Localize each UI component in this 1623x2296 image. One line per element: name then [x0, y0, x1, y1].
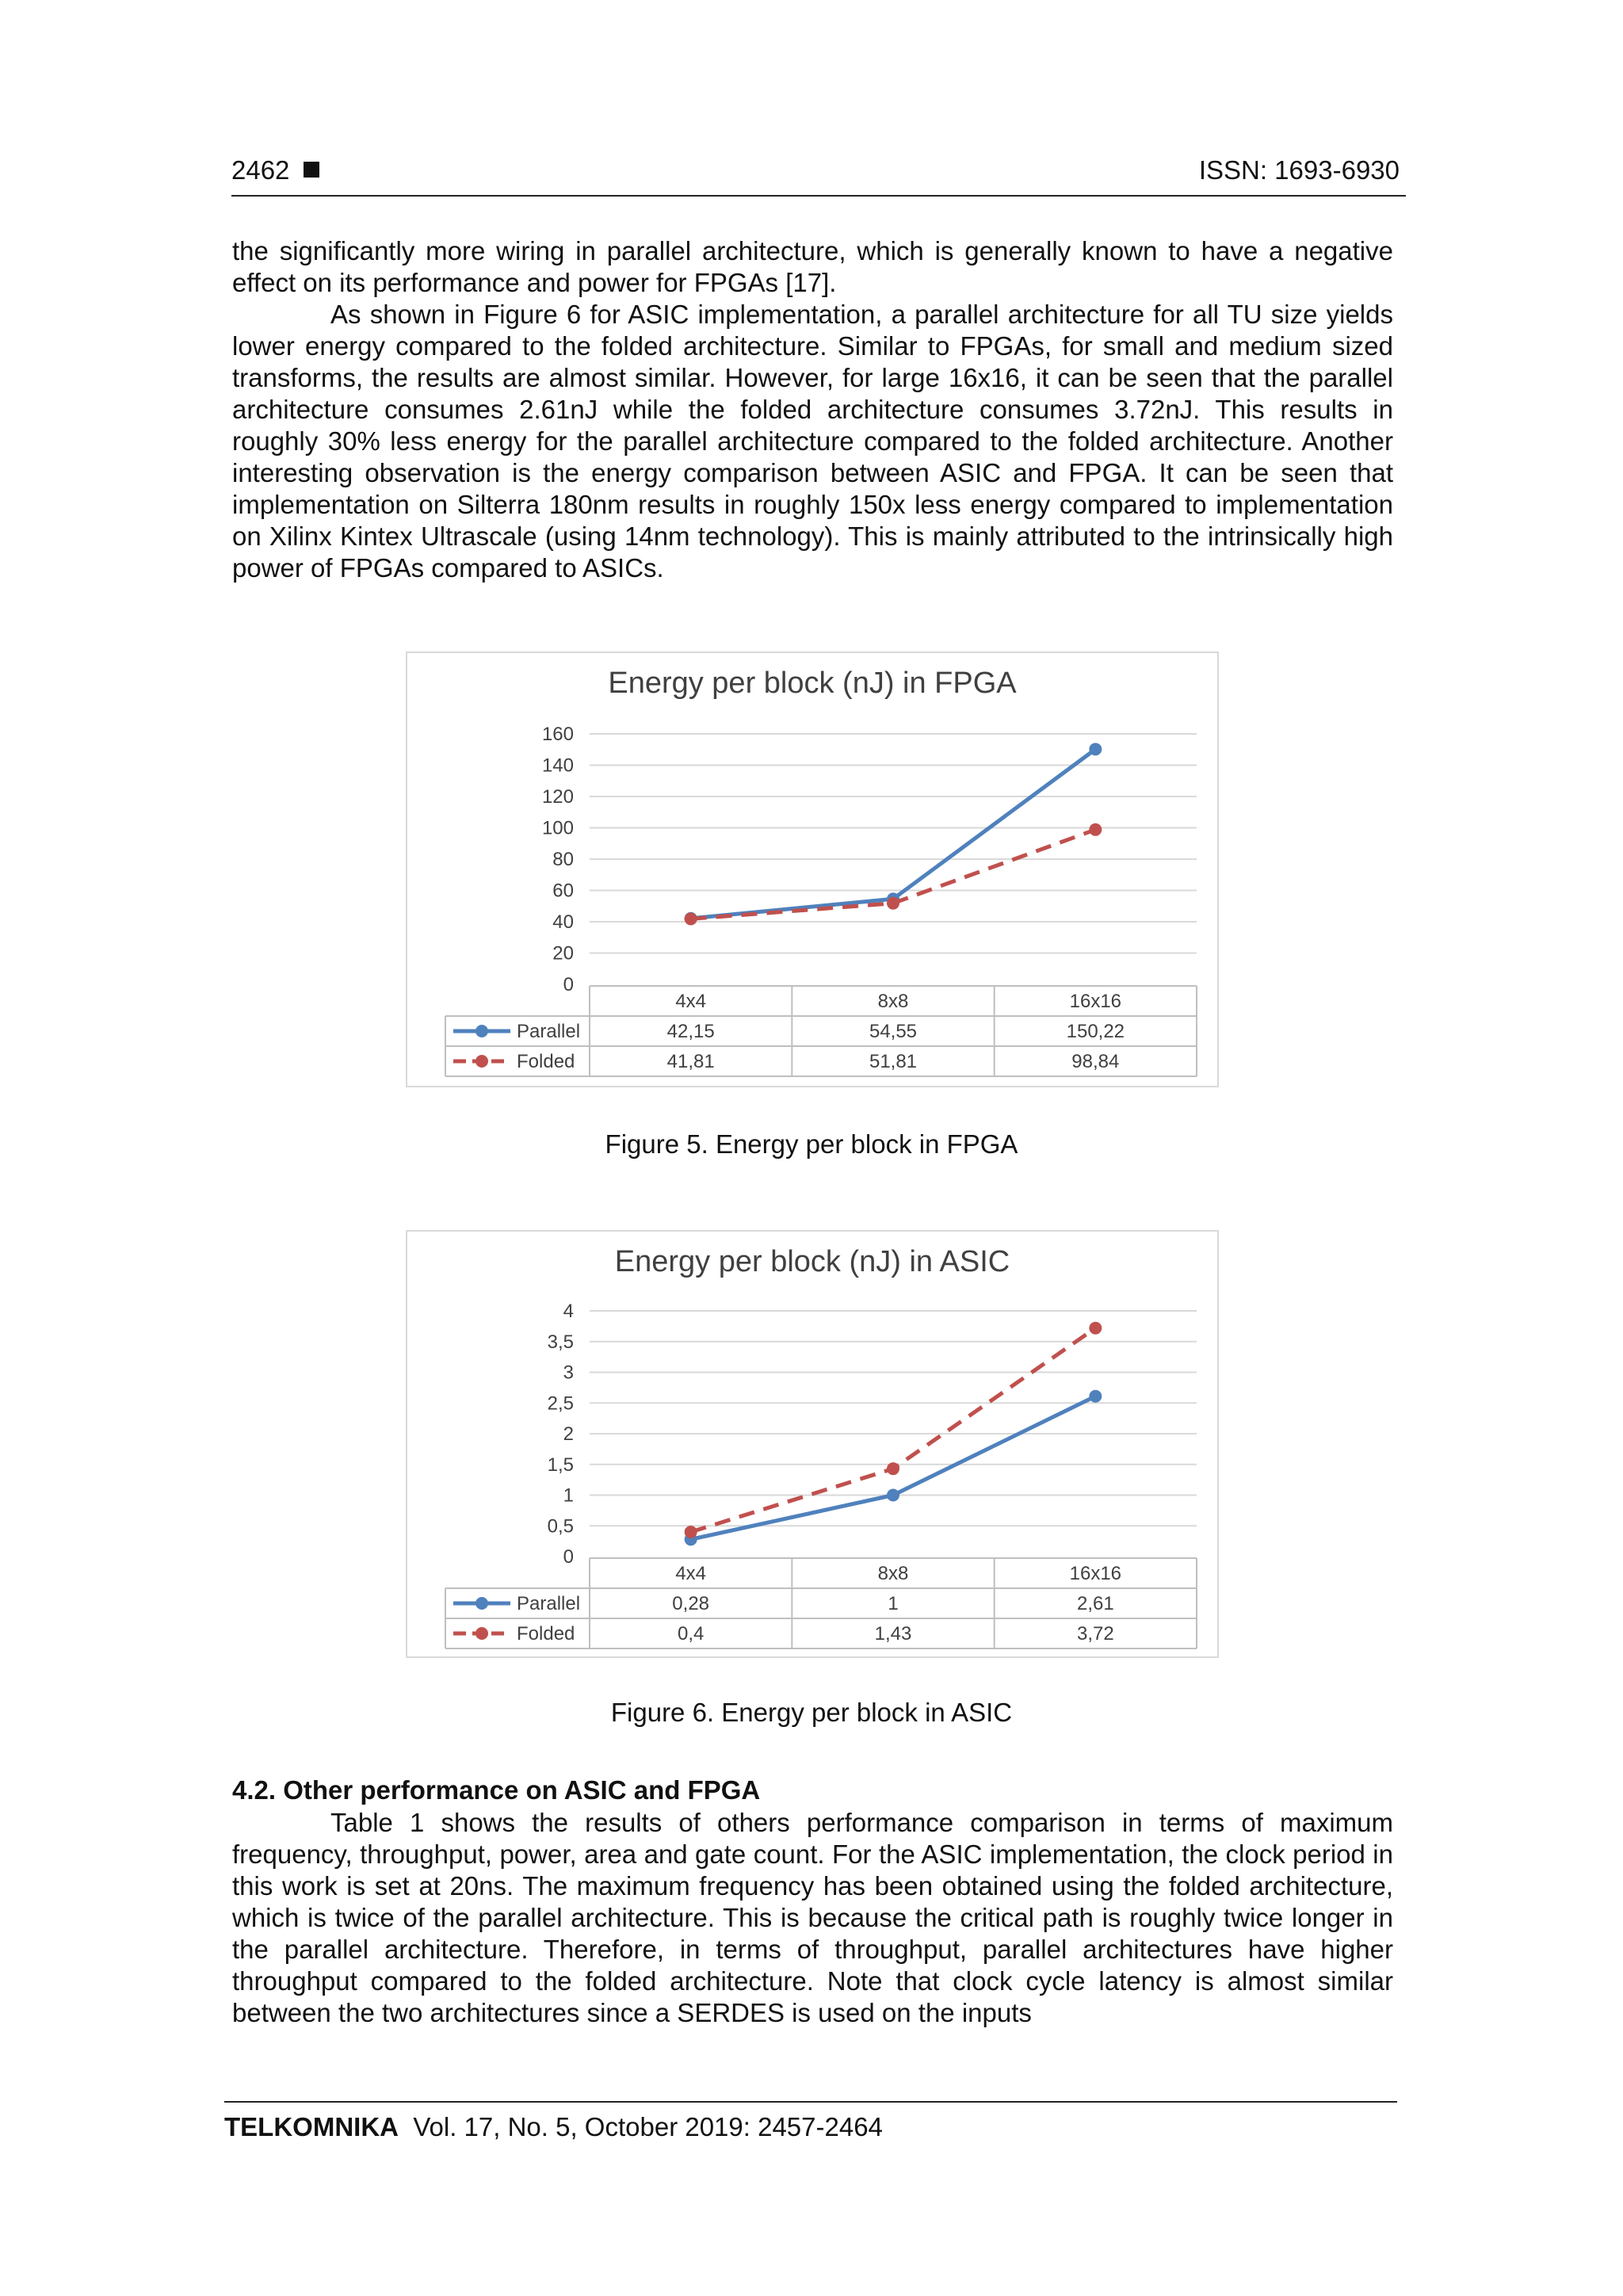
data-point-folded	[887, 1462, 899, 1475]
figure-5-caption: Figure 5. Energy per block in FPGA	[605, 1129, 1018, 1159]
y-tick-label: 2,5	[547, 1392, 574, 1415]
legend-key-marker-parallel	[475, 1597, 488, 1610]
issn: ISSN: 1693-6930	[1198, 155, 1400, 185]
legend-label-folded: Folded	[517, 1051, 575, 1072]
data-table-cell: 42,15	[666, 1021, 715, 1042]
figure-6-caption: Figure 6. Energy per block in ASIC	[610, 1698, 1013, 1727]
data-table-cell: 1	[888, 1593, 899, 1614]
chart-title: Energy per block (nJ) in FPGA	[608, 667, 1017, 700]
paragraph-2: As shown in Figure 6 for ASIC implementation, a parallel architecture for all TU size yields lower energy compared to the folded architecture. Similar to FPGAs, for small and medium sized transforms, the results are almost similar. However, for large 16x16, it can be seen that the parallel architecture consumes 2.61nJ while the folded architecture consumes 3.72nJ. This results in roughly 30% less energy for the parallel architecture compared to the folded architecture. Another interesting observation is the energy comparison between ASIC and FPGA. It can be seen that implementation on Silterra 180nm results in roughly 150x less energy compared to implementation on Xilinx Kintex Ultrascale (using 14nm technology). This is mainly attributed to the intrinsically high power of FPGAs compared to ASICs.	[232, 300, 1393, 583]
y-tick-label: 4	[563, 1301, 574, 1322]
square-bullet-icon	[304, 162, 319, 178]
data-table-cell: 54,55	[869, 1021, 918, 1042]
y-tick-label: 100	[541, 817, 574, 839]
page-number-block	[231, 155, 319, 185]
y-tick-label: 2	[563, 1423, 574, 1445]
paragraph-1: the significantly more wiring in parallel architecture, which is generally known to have a negative effect on its performance and power for FPGAs [17].	[232, 236, 1393, 297]
y-tick-label: 0,5	[547, 1515, 574, 1538]
page-number: 2462	[231, 155, 290, 185]
x-category-label: 4x4	[675, 1563, 707, 1584]
data-table-cell: 41,81	[666, 1051, 715, 1072]
fpga-energy-chart	[407, 653, 1217, 1086]
legend-key-marker-folded	[475, 1055, 488, 1068]
y-tick-label: 140	[541, 755, 574, 777]
figure-6-chart	[406, 1230, 1219, 1658]
data-point-folded	[887, 897, 899, 910]
data-point-folded	[1089, 823, 1102, 836]
data-table-cell: 150,22	[1066, 1021, 1125, 1042]
journal-name: TELKOMNIKA	[224, 2112, 399, 2141]
legend-label-parallel: Parallel	[517, 1021, 581, 1042]
x-category-label: 8x8	[877, 1563, 909, 1584]
y-tick-label: 160	[541, 724, 574, 745]
legend-key-marker-folded	[475, 1627, 488, 1640]
data-point-folded	[685, 1526, 697, 1538]
data-table-cell: 3,72	[1076, 1623, 1114, 1645]
x-category-label: 16x16	[1069, 1563, 1122, 1584]
legend-key-marker-parallel	[475, 1025, 488, 1037]
data-point-parallel	[887, 1489, 899, 1502]
y-tick-label: 1,5	[547, 1454, 574, 1476]
figure-5-chart	[406, 651, 1219, 1087]
page-header	[231, 155, 1406, 197]
asic-energy-chart	[407, 1232, 1217, 1656]
data-point-folded	[685, 912, 697, 925]
legend-label-parallel: Parallel	[517, 1593, 581, 1614]
data-point-parallel	[1089, 743, 1102, 755]
x-category-label: 4x4	[675, 991, 707, 1012]
data-table-cell: 1,43	[874, 1623, 912, 1645]
data-table-cell: 0,4	[677, 1623, 705, 1645]
data-table-cell: 98,84	[1071, 1051, 1120, 1072]
x-category-label: 16x16	[1069, 991, 1122, 1012]
y-tick-label: 40	[552, 911, 574, 933]
y-tick-label: 60	[552, 880, 574, 902]
legend-label-folded: Folded	[517, 1623, 575, 1645]
y-tick-label: 0	[563, 974, 574, 995]
chart-title: Energy per block (nJ) in ASIC	[614, 1245, 1010, 1278]
journal-details: Vol. 17, No. 5, October 2019: 2457-2464	[413, 2112, 883, 2141]
y-tick-label: 0	[563, 1546, 574, 1568]
y-tick-label: 3	[563, 1362, 574, 1384]
x-category-label: 8x8	[877, 991, 909, 1012]
y-tick-label: 80	[552, 849, 574, 870]
data-table-cell: 0,28	[672, 1593, 710, 1614]
data-table-cell: 51,81	[869, 1051, 918, 1072]
data-point-folded	[1089, 1322, 1102, 1335]
data-point-parallel	[1089, 1390, 1102, 1403]
y-tick-label: 1	[563, 1484, 574, 1507]
y-tick-label: 20	[552, 942, 574, 965]
data-table-cell: 2,61	[1076, 1593, 1114, 1614]
paragraph-3: Table 1 shows the results of others performance comparison in terms of maximum frequency, throughput, power, area and gate count. For the ASIC implementation, the clock period in this work is set at 20ns. The maximum frequency has been obtained using the folded architecture, which is twice of the parallel architecture. This is because the critical path is roughly twice longer in the parallel architecture. Therefore, in terms of throughput, parallel architectures have higher throughput compared to the folded architecture. Note that clock cycle latency is almost similar between the two architectures since a SERDES is used on the inputs	[232, 1808, 1393, 2027]
page-footer	[224, 2101, 1397, 2142]
y-tick-label: 3,5	[547, 1331, 574, 1353]
section-heading: 4.2. Other performance on ASIC and FPGA	[232, 1775, 761, 1805]
y-tick-label: 120	[541, 786, 574, 808]
